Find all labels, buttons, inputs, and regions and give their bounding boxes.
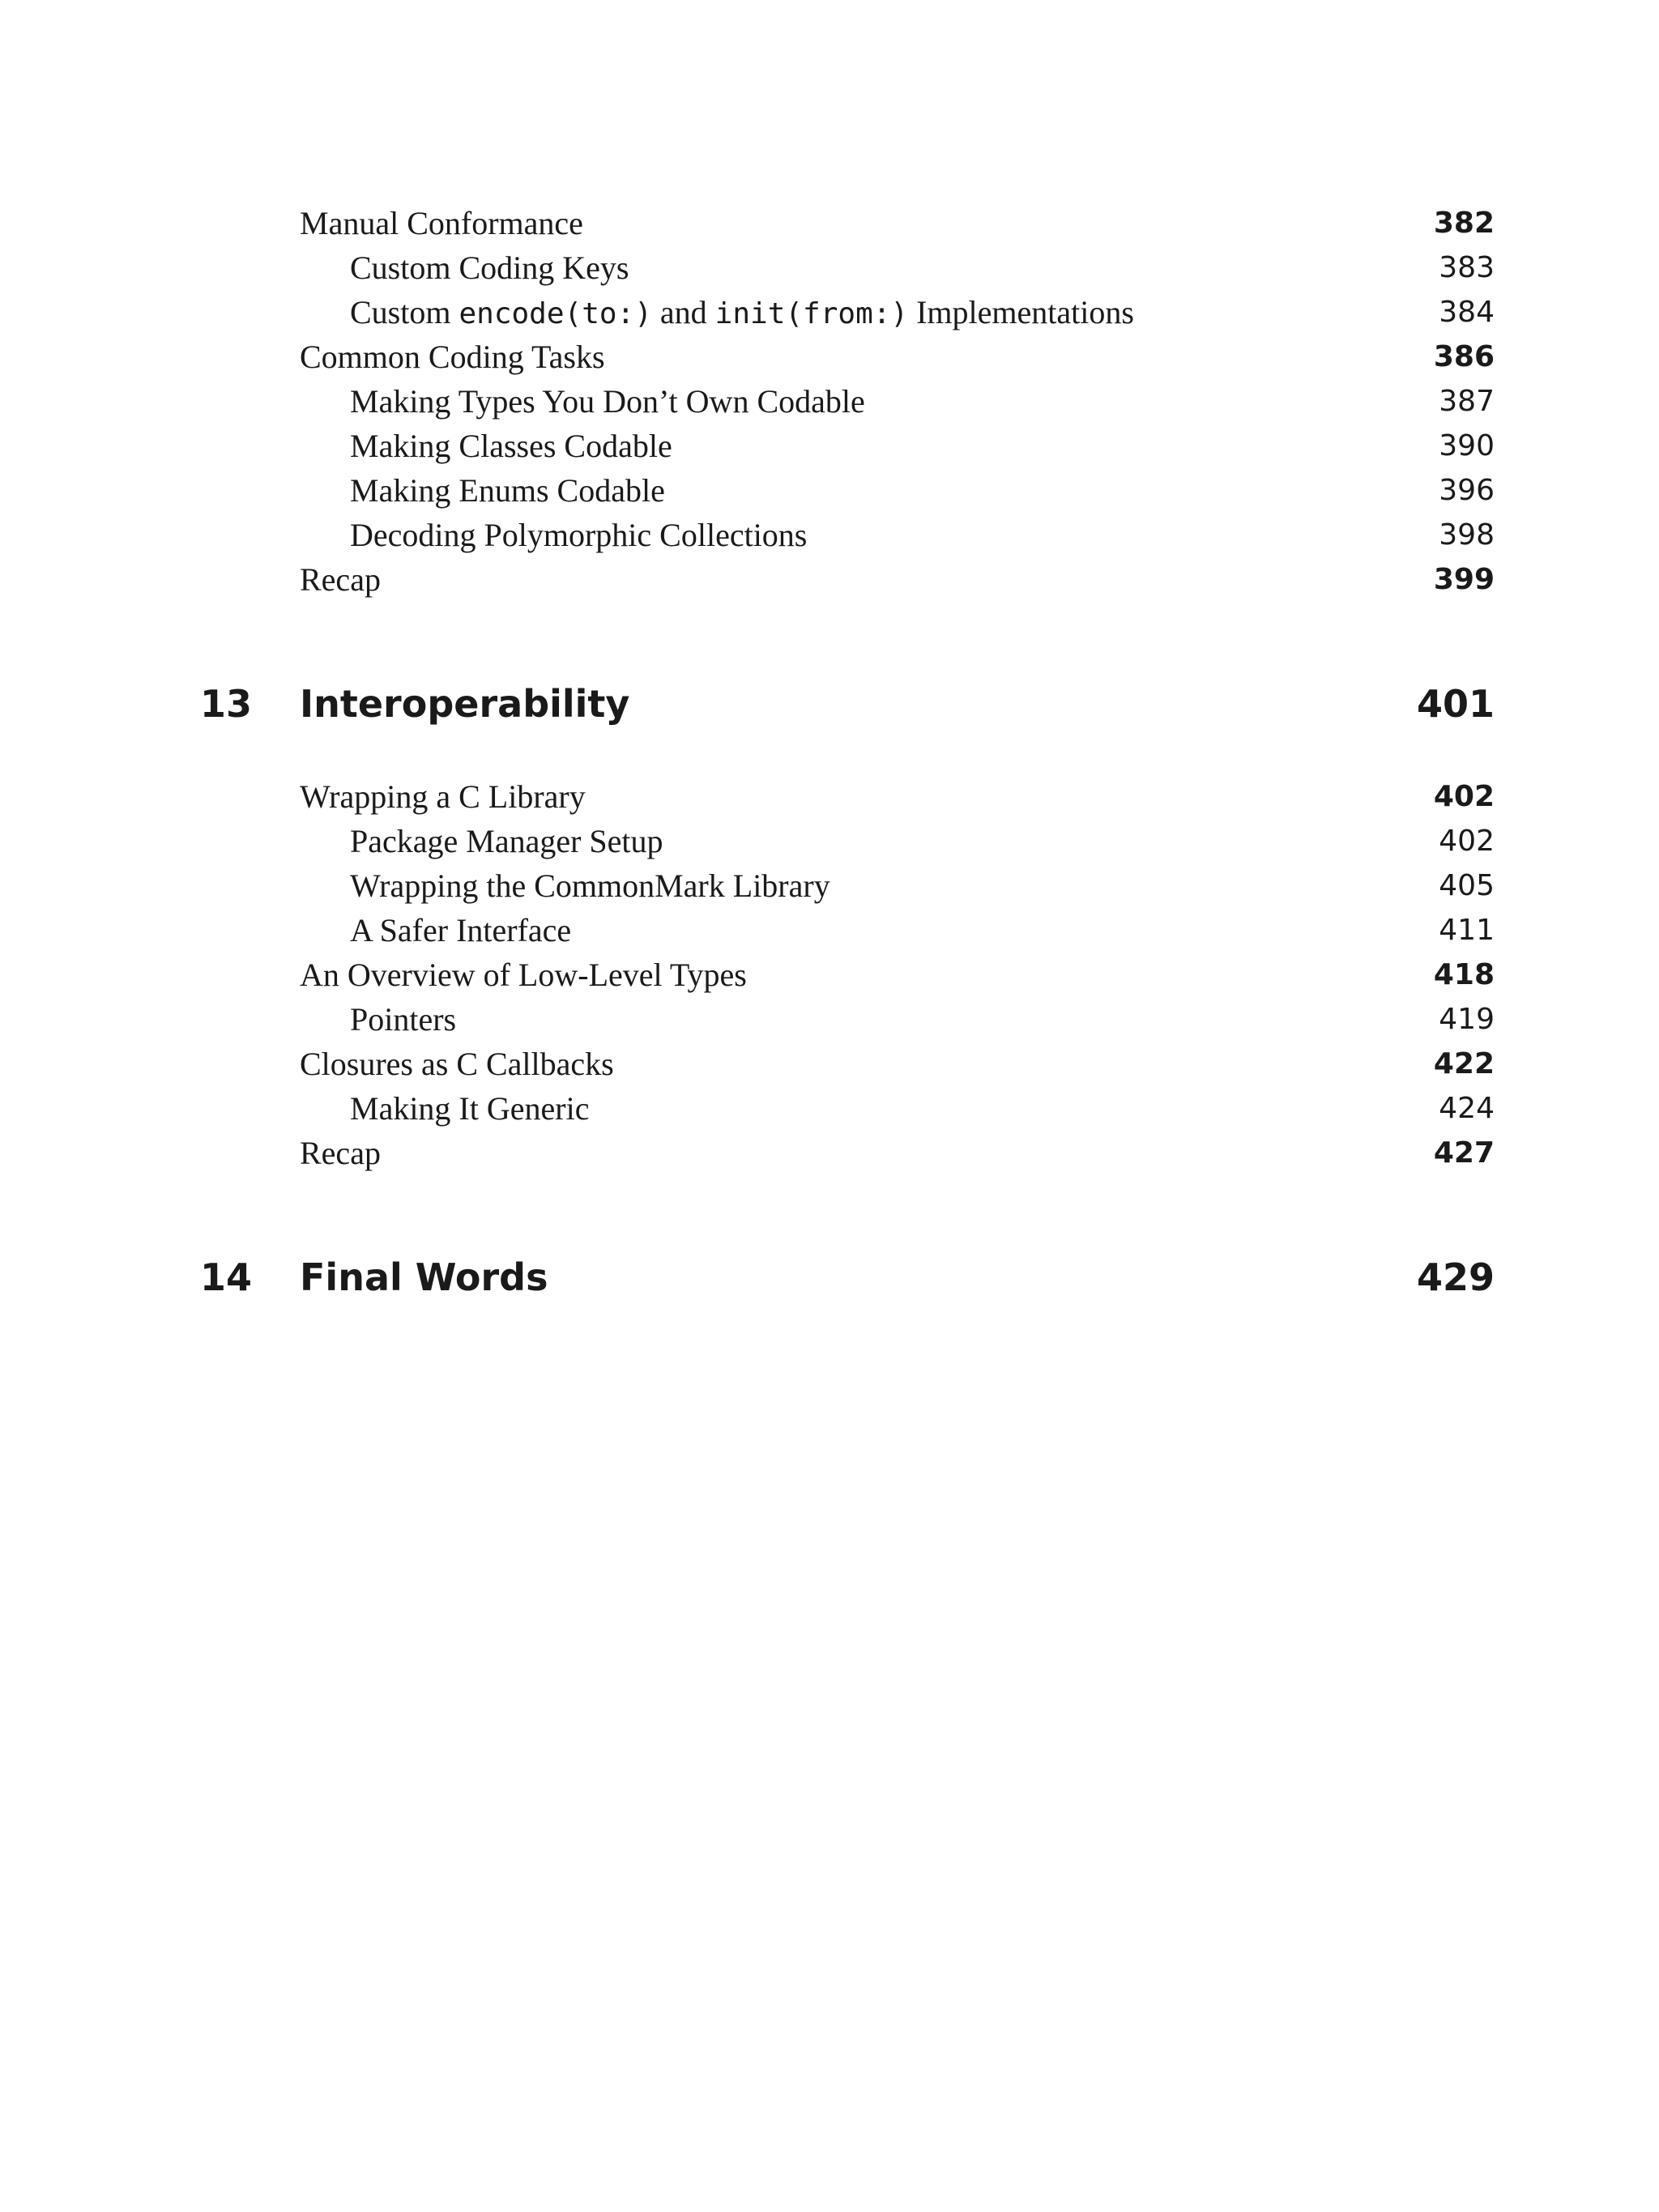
toc-entry-title: Recap	[300, 1135, 381, 1171]
toc-entry-page: 386	[1433, 340, 1495, 373]
chapter-title: Final Words	[300, 1255, 548, 1299]
toc-entry-recap[interactable]	[0, 558, 1659, 602]
toc-entry-safer-interface[interactable]	[0, 909, 1659, 953]
toc-entry-page: 424	[1439, 1092, 1495, 1125]
toc-entry-title-text: Custom Coding Keys	[350, 249, 629, 286]
toc-entry-title	[350, 291, 1134, 336]
toc-entry-page: 390	[1439, 429, 1495, 462]
toc-entry-page: 427	[1433, 1136, 1495, 1170]
toc-entry-page: 382	[1433, 207, 1495, 240]
toc-entry-page: 405	[1439, 869, 1495, 902]
toc-entry-page: 422	[1433, 1047, 1495, 1080]
toc-chapter-14[interactable]	[0, 1249, 1659, 1306]
toc-entry-making-it-generic[interactable]	[0, 1087, 1659, 1131]
toc-entry-closures-c-callbacks[interactable]	[0, 1042, 1659, 1086]
toc-entry-low-level-types[interactable]	[0, 953, 1659, 997]
toc-chapter-13[interactable]	[0, 676, 1659, 732]
toc-entry-title: Package Manager Setup	[350, 823, 663, 859]
chapter-title: Interoperability	[300, 682, 630, 726]
toc-entry-page: 402	[1433, 780, 1495, 813]
toc-entry-page: 398	[1439, 518, 1495, 552]
toc-entry-title-code: encode(to:)	[458, 297, 652, 330]
toc-entry-page: 387	[1439, 385, 1495, 418]
chapter-page: 401	[1416, 682, 1495, 726]
toc-entry-title: Recap	[300, 561, 381, 598]
toc-entry-custom-encode-init[interactable]	[0, 291, 1659, 335]
toc-entry-title: Common Coding Tasks	[300, 339, 605, 375]
toc-entry-making-enums-codable[interactable]	[0, 469, 1659, 513]
toc-entry-page: 411	[1439, 914, 1495, 947]
toc-entry-page: 402	[1439, 825, 1495, 858]
toc-entry-pointers[interactable]	[0, 998, 1659, 1042]
toc-entry-title: Closures as C Callbacks	[300, 1046, 614, 1082]
toc-entry-page: 383	[1439, 251, 1495, 284]
toc-entry-title: Wrapping a C Library	[300, 778, 586, 815]
toc-entry-title: Making Enums Codable	[350, 472, 665, 509]
toc-entry-recap[interactable]	[0, 1132, 1659, 1175]
toc-entry-page: 419	[1439, 1003, 1495, 1036]
toc-entry-title-code: init(from:)	[714, 297, 909, 330]
toc-entry-making-types-codable[interactable]	[0, 380, 1659, 424]
toc-entry-manual-conformance[interactable]	[0, 202, 1659, 245]
chapter-number: 13	[200, 682, 253, 726]
toc-entry-title-text: Custom	[350, 294, 459, 330]
toc-entry-title: Manual Conformance	[300, 205, 583, 241]
toc-entry-package-manager-setup[interactable]	[0, 820, 1659, 863]
toc-entry-custom-coding-keys[interactable]	[0, 246, 1659, 290]
toc-entry-page: 396	[1439, 474, 1495, 507]
toc-entry-title-text: Implementations	[908, 294, 1134, 330]
toc-entry-title: Making It Generic	[350, 1090, 590, 1127]
toc-entry-title-text: and	[651, 294, 715, 330]
chapter-number: 14	[200, 1255, 253, 1299]
toc-entry-wrapping-commonmark[interactable]	[0, 864, 1659, 908]
toc-entry-title: Making Types You Don’t Own Codable	[350, 383, 865, 420]
toc-entry-page: 384	[1439, 296, 1495, 329]
toc-entry-decoding-polymorphic[interactable]	[0, 514, 1659, 557]
chapter-page: 429	[1416, 1255, 1495, 1299]
toc-entry-making-classes-codable[interactable]	[0, 424, 1659, 468]
toc-entry-title: Making Classes Codable	[350, 428, 672, 464]
toc-entry-page: 399	[1433, 563, 1495, 596]
toc-entry-title: Decoding Polymorphic Collections	[350, 517, 808, 553]
toc-entry-title: An Overview of Low-Level Types	[300, 957, 747, 993]
toc-entry-wrapping-c-library[interactable]	[0, 775, 1659, 819]
toc-entry-title: A Safer Interface	[350, 912, 572, 948]
toc-entry-title: Wrapping the CommonMark Library	[350, 867, 830, 904]
toc-entry-title: Pointers	[350, 1001, 457, 1038]
toc-entry-title	[350, 246, 629, 290]
toc-entry-common-coding-tasks[interactable]	[0, 335, 1659, 379]
toc-entry-page: 418	[1433, 958, 1495, 991]
